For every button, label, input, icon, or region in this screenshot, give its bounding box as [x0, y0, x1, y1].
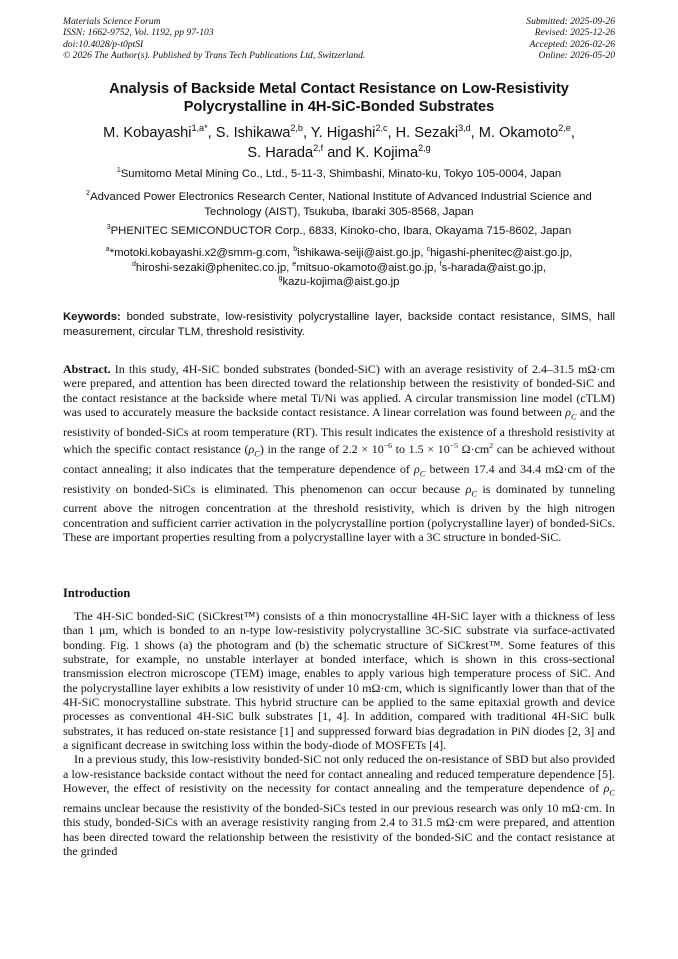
rho-c-symbol: $\rho_C$ [248, 442, 260, 459]
rho-c-symbol: $\rho_C$ [465, 481, 477, 498]
abstract-label: Abstract. [63, 362, 111, 376]
affiliation-3: $^3$PHENITEC SEMICONDUCTOR Corp., 6833, Kinoko-cho, Ibara, Okayama 715-8602, Japan [106, 224, 572, 237]
author: M. Kobayashi$^{1,a*}$, [103, 123, 216, 141]
author-list [60, 124, 618, 163]
title-line-1: Analysis of Backside Metal Contact Resistance on Low-Resistivity [109, 81, 569, 97]
affiliation-1: $^1$Sumitomo Metal Mining Co., Ltd., 5-11-3, Shimbashi, Minato-ku, Tokyo 105-0004, Japan [116, 167, 562, 180]
paper-title [60, 81, 618, 116]
email-link[interactable]: $^e$mitsuo-okamoto@aist.go.jp, [292, 260, 440, 274]
author: S. Ishikawa$^{2,b}$, [215, 123, 311, 141]
introduction-body [63, 609, 615, 858]
email-link[interactable]: $^a$*motoki.kobayashi.x2@smm-g.com, [105, 246, 294, 259]
doi-line: doi:10.4028/p-t0ptSI [63, 38, 144, 50]
keywords [63, 310, 615, 340]
rho-c-symbol: $\rho_C$ [414, 461, 426, 479]
submitted-date: Submitted: 2025-09-26 [526, 16, 615, 27]
online-date: Online: 2026-05-20 [538, 49, 615, 61]
rho-c-symbol: $\rho_C$ [603, 781, 615, 798]
revised-date: Revised: 2025-12-26 [534, 27, 615, 39]
issn-line: ISSN: 1662-9752, Vol. 1192, pp 97-103 [63, 27, 214, 39]
accepted-date: Accepted: 2026-02-26 [529, 38, 615, 50]
introduction-heading: Introduction [63, 586, 131, 600]
paragraph: In a previous study, this low-resistivity bonded-SiC not only reduced the on-resistance of SBD but also provided a low-resistance backside contact without the need for contact annealing and reduced temperature dependence [5]. However, the effect of resistivity on the necessity for contact annealing and the temperature dependence of $\rho_C$ remains unclear because the resistivity of the bonded-SiCs tested in our previous research was only 10 mΩ·cm. In this study, bonded-SiCs with an average resistivity ranging from 2.4 to 31.5 mΩ·cm were prepared, and attention has been directed toward the relationship between the resistivity of the bonded-SiC and the contact resistance at the grinded [63, 752, 615, 858]
title-line-2: Polycrystalline in 4H-SiC-Bonded Substrates [183, 98, 495, 115]
email-link[interactable]: $^d$hiroshi-sezaki@phenitec.co.jp, [131, 260, 293, 274]
dates-header [526, 16, 615, 61]
author: S. Harada$^{2,f}$ and [247, 142, 356, 161]
email-link[interactable]: $^c$higashi-phenitec@aist.go.jp, [426, 246, 573, 259]
copyright-line: © 2026 The Author(s). Published by Trans Tech Publications Ltd, Switzerland. [63, 49, 366, 61]
rho-c-symbol: $\rho_C$ [565, 405, 577, 422]
email-link[interactable]: $^g$kazu-kojima@aist.go.jp [278, 275, 400, 288]
author: Y. Higashi$^{2,c}$, [310, 123, 396, 141]
affiliation-2: $^2$Advanced Power Electronics Research Center, National Institute of Advanced Industrial Science and Technology (AIST), Tsukuba, Ibaraki 305-8568, Japan [86, 190, 592, 218]
author-emails [60, 246, 618, 290]
email-link[interactable]: $^f$s-harada@aist.go.jp, [439, 260, 547, 274]
abstract: Abstract. In this study, 4H-SiC bonded substrates (bonded-SiC) with an average resistivity of 2.4–31.5 mΩ·cm were prepared, and attention has been directed toward the relationship between the resistivity of bonded-SiC and the contact resistance at the backside where metal Ti/Ni was applied. A circular transmission line model (cTLM) was used to accurately measure the backside contact resistance. A linear correlation was found between $\rho_C$ and the resistivity of bonded-SiCs at room temperature (RT). This result indicates the existence of a threshold resistivity at which the specific contact resistance $(\rho_C)$ in the range of $2.2 \times 10^{-6}$ to $1.5 \times 10^{-5}$ $\Omega\cdot cm^2$ can be achieved without contact annealing; it also indicates that the temperature dependence of $\rho_C$ between 17.4 and 34.4 mΩ·cm of the resistivity on bonded-SiCs is eliminated. This phenomenon can occur because $\rho_C$ is dominated by tunneling current above the nitrogen concentration at the threshold resistivity, which is driven by the high nitrogen concentration and sufficient carrier activation in the polycrystalline portion (polycrystalline layer) of bonded-SiCs. These are important properties resulting from a polycrystalline layer with a 3C structure in bonded-SiC. [63, 362, 616, 544]
author: K. Kojima$^{2,g}$ [355, 142, 431, 161]
keywords-text: bonded substrate, low-resistivity polycrystalline layer, backside contact resistance, SIMS, hall measurement, circular TLM, threshold resistivity. [63, 311, 616, 338]
paragraph: The 4H-SiC bonded-SiC (SiCkrest™) consists of a thin monocrystalline 4H-SiC layer with a thickness of less than 1 μm, which is bonded to an n-type low-resistivity polycrystalline 3C-SiC substrate via surface-activated bonding. Fig. 1 shows (a) the photogram and (b) the schematic structure of SiCkrest™. Some features of this substrate, for example, no unstable interlayer at bonded interface, which is shown in this cross-sectional transmission electron microscope (TEM) image, enables to apply various high temperature process of SiC. And the polycrystalline layer exhibits a low resistivity of under 10 mΩ·cm, which is significantly lower than that of the 4H-SiC monocrystalline substrate. This hybrid structure can be applied to the same epitaxial growth and device processes as conventional 4H-SiC bulk substrates [1, 4]. In addition, compared with traditional 4H-SiC bulk substrates, it has reduced on-state resistance [1] and suppressed forward bias degradation in PiN diodes [2, 3] and a significant decrease in switching loss within the body-diode of MOSFETs [4]. [63, 609, 615, 753]
journal-name: Materials Science Forum [63, 16, 161, 27]
journal-header [63, 16, 365, 61]
author: M. Okamoto$^{2,e}$, [478, 123, 575, 141]
keywords-label: Keywords: [63, 311, 121, 323]
author: H. Sezaki$^{3,d}$, [395, 123, 479, 141]
email-link[interactable]: $^b$ishikawa-seiji@aist.go.jp, [293, 246, 427, 259]
